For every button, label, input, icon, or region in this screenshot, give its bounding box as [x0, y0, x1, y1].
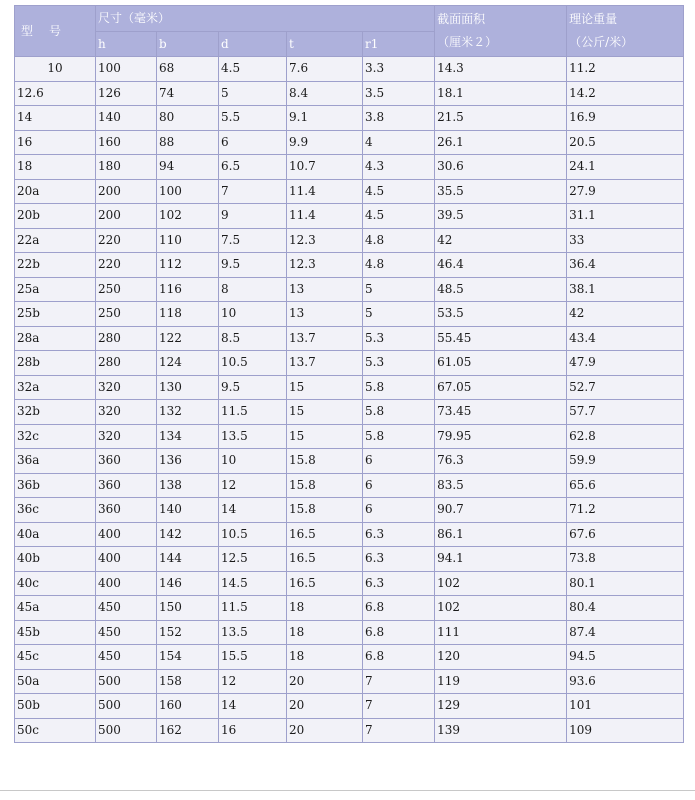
cell-model: 25a: [15, 278, 95, 302]
table-row: [15, 302, 683, 326]
table-row: [15, 719, 683, 743]
table-row: [15, 621, 683, 645]
table-row: [15, 425, 683, 449]
table-cell: 27.9: [567, 180, 683, 204]
table-cell: 88: [157, 131, 218, 155]
cell-model: 45a: [15, 596, 95, 620]
table-cell: 124: [157, 351, 218, 375]
table-cell: 101: [567, 694, 683, 718]
table-cell: 5: [219, 82, 286, 106]
table-row: [15, 400, 683, 424]
cell-model: 40a: [15, 523, 95, 547]
cell-model: 40c: [15, 572, 95, 596]
table-cell: 102: [157, 204, 218, 228]
cell-model: 36b: [15, 474, 95, 498]
cell-model: 18: [15, 155, 95, 179]
table-cell: 13.7: [287, 327, 362, 351]
table-cell: 6.3: [363, 547, 434, 571]
table-cell: 100: [96, 57, 156, 81]
table-cell: 7: [363, 719, 434, 743]
table-cell: 150: [157, 596, 218, 620]
table-cell: 13.5: [219, 425, 286, 449]
table-row: [15, 155, 683, 179]
table-cell: 12: [219, 670, 286, 694]
table-cell: 10.5: [219, 523, 286, 547]
table-cell: 13: [287, 278, 362, 302]
table-cell: 33: [567, 229, 683, 253]
table-cell: 7: [363, 694, 434, 718]
table-cell: 5.5: [219, 106, 286, 130]
table-cell: 73.45: [435, 400, 566, 424]
table-cell: 5: [363, 302, 434, 326]
table-cell: 158: [157, 670, 218, 694]
table-cell: 3.5: [363, 82, 434, 106]
table-row: [15, 57, 683, 81]
table-cell: 3.8: [363, 106, 434, 130]
table-cell: 21.5: [435, 106, 566, 130]
table-cell: 6.8: [363, 645, 434, 669]
table-cell: 42: [435, 229, 566, 253]
cell-model: 12.6: [15, 82, 95, 106]
cell-model: 32a: [15, 376, 95, 400]
table-cell: 360: [96, 498, 156, 522]
table-cell: 18: [287, 645, 362, 669]
table-cell: 146: [157, 572, 218, 596]
table-cell: 36.4: [567, 253, 683, 277]
table-cell: 73.8: [567, 547, 683, 571]
table-row: [15, 351, 683, 375]
table-cell: 102: [435, 596, 566, 620]
table-cell: 94.5: [567, 645, 683, 669]
table-cell: 80.1: [567, 572, 683, 596]
table-cell: 8.4: [287, 82, 362, 106]
table-cell: 20: [287, 694, 362, 718]
table-cell: 11.5: [219, 400, 286, 424]
header-col-r1: r1: [363, 32, 434, 56]
table-cell: 15: [287, 400, 362, 424]
table-cell: 138: [157, 474, 218, 498]
table-row: [15, 376, 683, 400]
table-cell: 4.5: [363, 180, 434, 204]
table-cell: 134: [157, 425, 218, 449]
table-cell: 154: [157, 645, 218, 669]
table-cell: 9.5: [219, 253, 286, 277]
page-divider: [0, 790, 695, 791]
cell-model: 45b: [15, 621, 95, 645]
cell-model: 50a: [15, 670, 95, 694]
table-cell: 9: [219, 204, 286, 228]
table-cell: 100: [157, 180, 218, 204]
table-cell: 20: [287, 670, 362, 694]
table-cell: 8: [219, 278, 286, 302]
table-cell: 13: [287, 302, 362, 326]
table-cell: 80: [157, 106, 218, 130]
table-cell: 10.5: [219, 351, 286, 375]
table-cell: 30.6: [435, 155, 566, 179]
header-weight: 理论重量 （公斤/米）: [567, 6, 683, 56]
table-cell: 144: [157, 547, 218, 571]
table-cell: 48.5: [435, 278, 566, 302]
table-cell: 320: [96, 425, 156, 449]
table-cell: 13.5: [219, 621, 286, 645]
table-cell: 109: [567, 719, 683, 743]
table-cell: 140: [157, 498, 218, 522]
table-cell: 57.7: [567, 400, 683, 424]
table-cell: 59.9: [567, 449, 683, 473]
table-cell: 7.5: [219, 229, 286, 253]
table-cell: 400: [96, 547, 156, 571]
table-cell: 139: [435, 719, 566, 743]
table-cell: 7: [363, 670, 434, 694]
table-cell: 76.3: [435, 449, 566, 473]
table-cell: 132: [157, 400, 218, 424]
table-cell: 450: [96, 645, 156, 669]
table-cell: 250: [96, 302, 156, 326]
table-cell: 160: [157, 694, 218, 718]
table-cell: 71.2: [567, 498, 683, 522]
cell-model: 22a: [15, 229, 95, 253]
table-cell: 7: [219, 180, 286, 204]
table-cell: 14: [219, 694, 286, 718]
cell-model: 10: [15, 57, 95, 81]
cell-model: 22b: [15, 253, 95, 277]
table-cell: 14.2: [567, 82, 683, 106]
table-cell: 5.3: [363, 351, 434, 375]
table-cell: 55.45: [435, 327, 566, 351]
cell-model: 14: [15, 106, 95, 130]
table-cell: 7.6: [287, 57, 362, 81]
table-cell: 450: [96, 596, 156, 620]
table-row: [15, 180, 683, 204]
table-cell: 6: [219, 131, 286, 155]
table-cell: 38.1: [567, 278, 683, 302]
table-cell: 10.7: [287, 155, 362, 179]
table-cell: 4.5: [219, 57, 286, 81]
table-cell: 16: [219, 719, 286, 743]
table-cell: 16.5: [287, 572, 362, 596]
table-cell: 5.8: [363, 376, 434, 400]
cell-model: 40b: [15, 547, 95, 571]
table-cell: 4: [363, 131, 434, 155]
header-area: 截面面积 （厘米２）: [435, 6, 566, 56]
table-row: [15, 131, 683, 155]
table-cell: 6.3: [363, 523, 434, 547]
table-cell: 13.7: [287, 351, 362, 375]
table-row: [15, 645, 683, 669]
cell-model: 28a: [15, 327, 95, 351]
table-cell: 94: [157, 155, 218, 179]
table-cell: 6.3: [363, 572, 434, 596]
table-cell: 200: [96, 180, 156, 204]
table-cell: 162: [157, 719, 218, 743]
table-cell: 52.7: [567, 376, 683, 400]
table-cell: 9.5: [219, 376, 286, 400]
table-cell: 35.5: [435, 180, 566, 204]
table-row: [15, 474, 683, 498]
table-cell: 280: [96, 327, 156, 351]
table-cell: 5.8: [363, 425, 434, 449]
table-row: [15, 523, 683, 547]
table-cell: 47.9: [567, 351, 683, 375]
table-row: [15, 253, 683, 277]
table-cell: 220: [96, 229, 156, 253]
table-cell: 46.4: [435, 253, 566, 277]
table-cell: 500: [96, 670, 156, 694]
table-cell: 120: [435, 645, 566, 669]
table-row: [15, 449, 683, 473]
table-cell: 400: [96, 572, 156, 596]
table-cell: 130: [157, 376, 218, 400]
table-row: [15, 278, 683, 302]
cell-model: 36c: [15, 498, 95, 522]
cell-model: 32b: [15, 400, 95, 424]
table-cell: 26.1: [435, 131, 566, 155]
table-cell: 12: [219, 474, 286, 498]
table-cell: 280: [96, 351, 156, 375]
table-cell: 11.2: [567, 57, 683, 81]
table-cell: 86.1: [435, 523, 566, 547]
table-cell: 116: [157, 278, 218, 302]
table-cell: 39.5: [435, 204, 566, 228]
table-cell: 10: [219, 302, 286, 326]
table-cell: 53.5: [435, 302, 566, 326]
table-cell: 200: [96, 204, 156, 228]
table-cell: 500: [96, 694, 156, 718]
table-row: [15, 498, 683, 522]
header-col-h: h: [96, 32, 156, 56]
table-cell: 5.3: [363, 327, 434, 351]
table-cell: 118: [157, 302, 218, 326]
cell-model: 32c: [15, 425, 95, 449]
table-cell: 9.1: [287, 106, 362, 130]
table-cell: 119: [435, 670, 566, 694]
table-cell: 94.1: [435, 547, 566, 571]
table-cell: 87.4: [567, 621, 683, 645]
table-row: [15, 694, 683, 718]
table-cell: 450: [96, 621, 156, 645]
table-cell: 12.3: [287, 229, 362, 253]
header-col-b: b: [157, 32, 218, 56]
cell-model: 16: [15, 131, 95, 155]
table-container: [14, 5, 683, 743]
table-cell: 43.4: [567, 327, 683, 351]
table-cell: 14.3: [435, 57, 566, 81]
table-cell: 18.1: [435, 82, 566, 106]
table-cell: 102: [435, 572, 566, 596]
table-cell: 6: [363, 474, 434, 498]
table-cell: 129: [435, 694, 566, 718]
cell-model: 28b: [15, 351, 95, 375]
table-row: [15, 204, 683, 228]
table-row: [15, 229, 683, 253]
table-cell: 31.1: [567, 204, 683, 228]
table-cell: 16.9: [567, 106, 683, 130]
table-row: [15, 82, 683, 106]
header-dimensions: 尺寸（毫米）: [96, 6, 434, 31]
table-cell: 20.5: [567, 131, 683, 155]
table-cell: 136: [157, 449, 218, 473]
cell-model: 36a: [15, 449, 95, 473]
table-cell: 126: [96, 82, 156, 106]
table-cell: 11.4: [287, 204, 362, 228]
table-cell: 5.8: [363, 400, 434, 424]
table-cell: 4.3: [363, 155, 434, 179]
table-row: [15, 596, 683, 620]
table-cell: 15.8: [287, 498, 362, 522]
table-cell: 320: [96, 376, 156, 400]
table-cell: 180: [96, 155, 156, 179]
table-cell: 18: [287, 621, 362, 645]
table-cell: 111: [435, 621, 566, 645]
table-cell: 6.5: [219, 155, 286, 179]
header-col-d: d: [219, 32, 286, 56]
table-cell: 6: [363, 449, 434, 473]
table-cell: 4.8: [363, 229, 434, 253]
table-cell: 360: [96, 474, 156, 498]
table-cell: 80.4: [567, 596, 683, 620]
table-cell: 9.9: [287, 131, 362, 155]
table-cell: 42: [567, 302, 683, 326]
table-cell: 160: [96, 131, 156, 155]
table-cell: 110: [157, 229, 218, 253]
table-cell: 79.95: [435, 425, 566, 449]
table-row: [15, 670, 683, 694]
table-cell: 112: [157, 253, 218, 277]
table-cell: 400: [96, 523, 156, 547]
table-row: [15, 547, 683, 571]
table-cell: 93.6: [567, 670, 683, 694]
table-cell: 142: [157, 523, 218, 547]
table-cell: 74: [157, 82, 218, 106]
table-cell: 11.5: [219, 596, 286, 620]
table-row: [15, 327, 683, 351]
steel-spec-table: [14, 5, 684, 743]
table-cell: 68: [157, 57, 218, 81]
table-cell: 67.05: [435, 376, 566, 400]
table-cell: 122: [157, 327, 218, 351]
cell-model: 50c: [15, 719, 95, 743]
table-cell: 65.6: [567, 474, 683, 498]
table-cell: 62.8: [567, 425, 683, 449]
table-cell: 15.8: [287, 449, 362, 473]
table-cell: 12.5: [219, 547, 286, 571]
table-cell: 16.5: [287, 523, 362, 547]
table-row: [15, 572, 683, 596]
table-cell: 10: [219, 449, 286, 473]
table-cell: 15.5: [219, 645, 286, 669]
table-cell: 15: [287, 425, 362, 449]
table-cell: 18: [287, 596, 362, 620]
table-cell: 15.8: [287, 474, 362, 498]
table-cell: 3.3: [363, 57, 434, 81]
table-cell: 500: [96, 719, 156, 743]
table-cell: 12.3: [287, 253, 362, 277]
table-cell: 11.4: [287, 180, 362, 204]
table-cell: 24.1: [567, 155, 683, 179]
table-cell: 5: [363, 278, 434, 302]
table-cell: 250: [96, 278, 156, 302]
table-row: [15, 106, 683, 130]
table-cell: 83.5: [435, 474, 566, 498]
cell-model: 45c: [15, 645, 95, 669]
table-cell: 61.05: [435, 351, 566, 375]
table-cell: 6.8: [363, 621, 434, 645]
table-cell: 20: [287, 719, 362, 743]
cell-model: 20a: [15, 180, 95, 204]
table-cell: 14: [219, 498, 286, 522]
header-col-t: t: [287, 32, 362, 56]
table-cell: 90.7: [435, 498, 566, 522]
table-cell: 6: [363, 498, 434, 522]
table-cell: 4.8: [363, 253, 434, 277]
table-cell: 67.6: [567, 523, 683, 547]
header-model: 型 号: [15, 6, 95, 56]
table-cell: 140: [96, 106, 156, 130]
table-cell: 220: [96, 253, 156, 277]
table-cell: 360: [96, 449, 156, 473]
table-cell: 15: [287, 376, 362, 400]
table-cell: 152: [157, 621, 218, 645]
table-cell: 16.5: [287, 547, 362, 571]
cell-model: 20b: [15, 204, 95, 228]
table-header: [15, 6, 683, 56]
cell-model: 50b: [15, 694, 95, 718]
table-cell: 8.5: [219, 327, 286, 351]
table-cell: 4.5: [363, 204, 434, 228]
table-cell: 320: [96, 400, 156, 424]
table-body: [15, 57, 683, 742]
table-cell: 14.5: [219, 572, 286, 596]
cell-model: 25b: [15, 302, 95, 326]
table-cell: 6.8: [363, 596, 434, 620]
